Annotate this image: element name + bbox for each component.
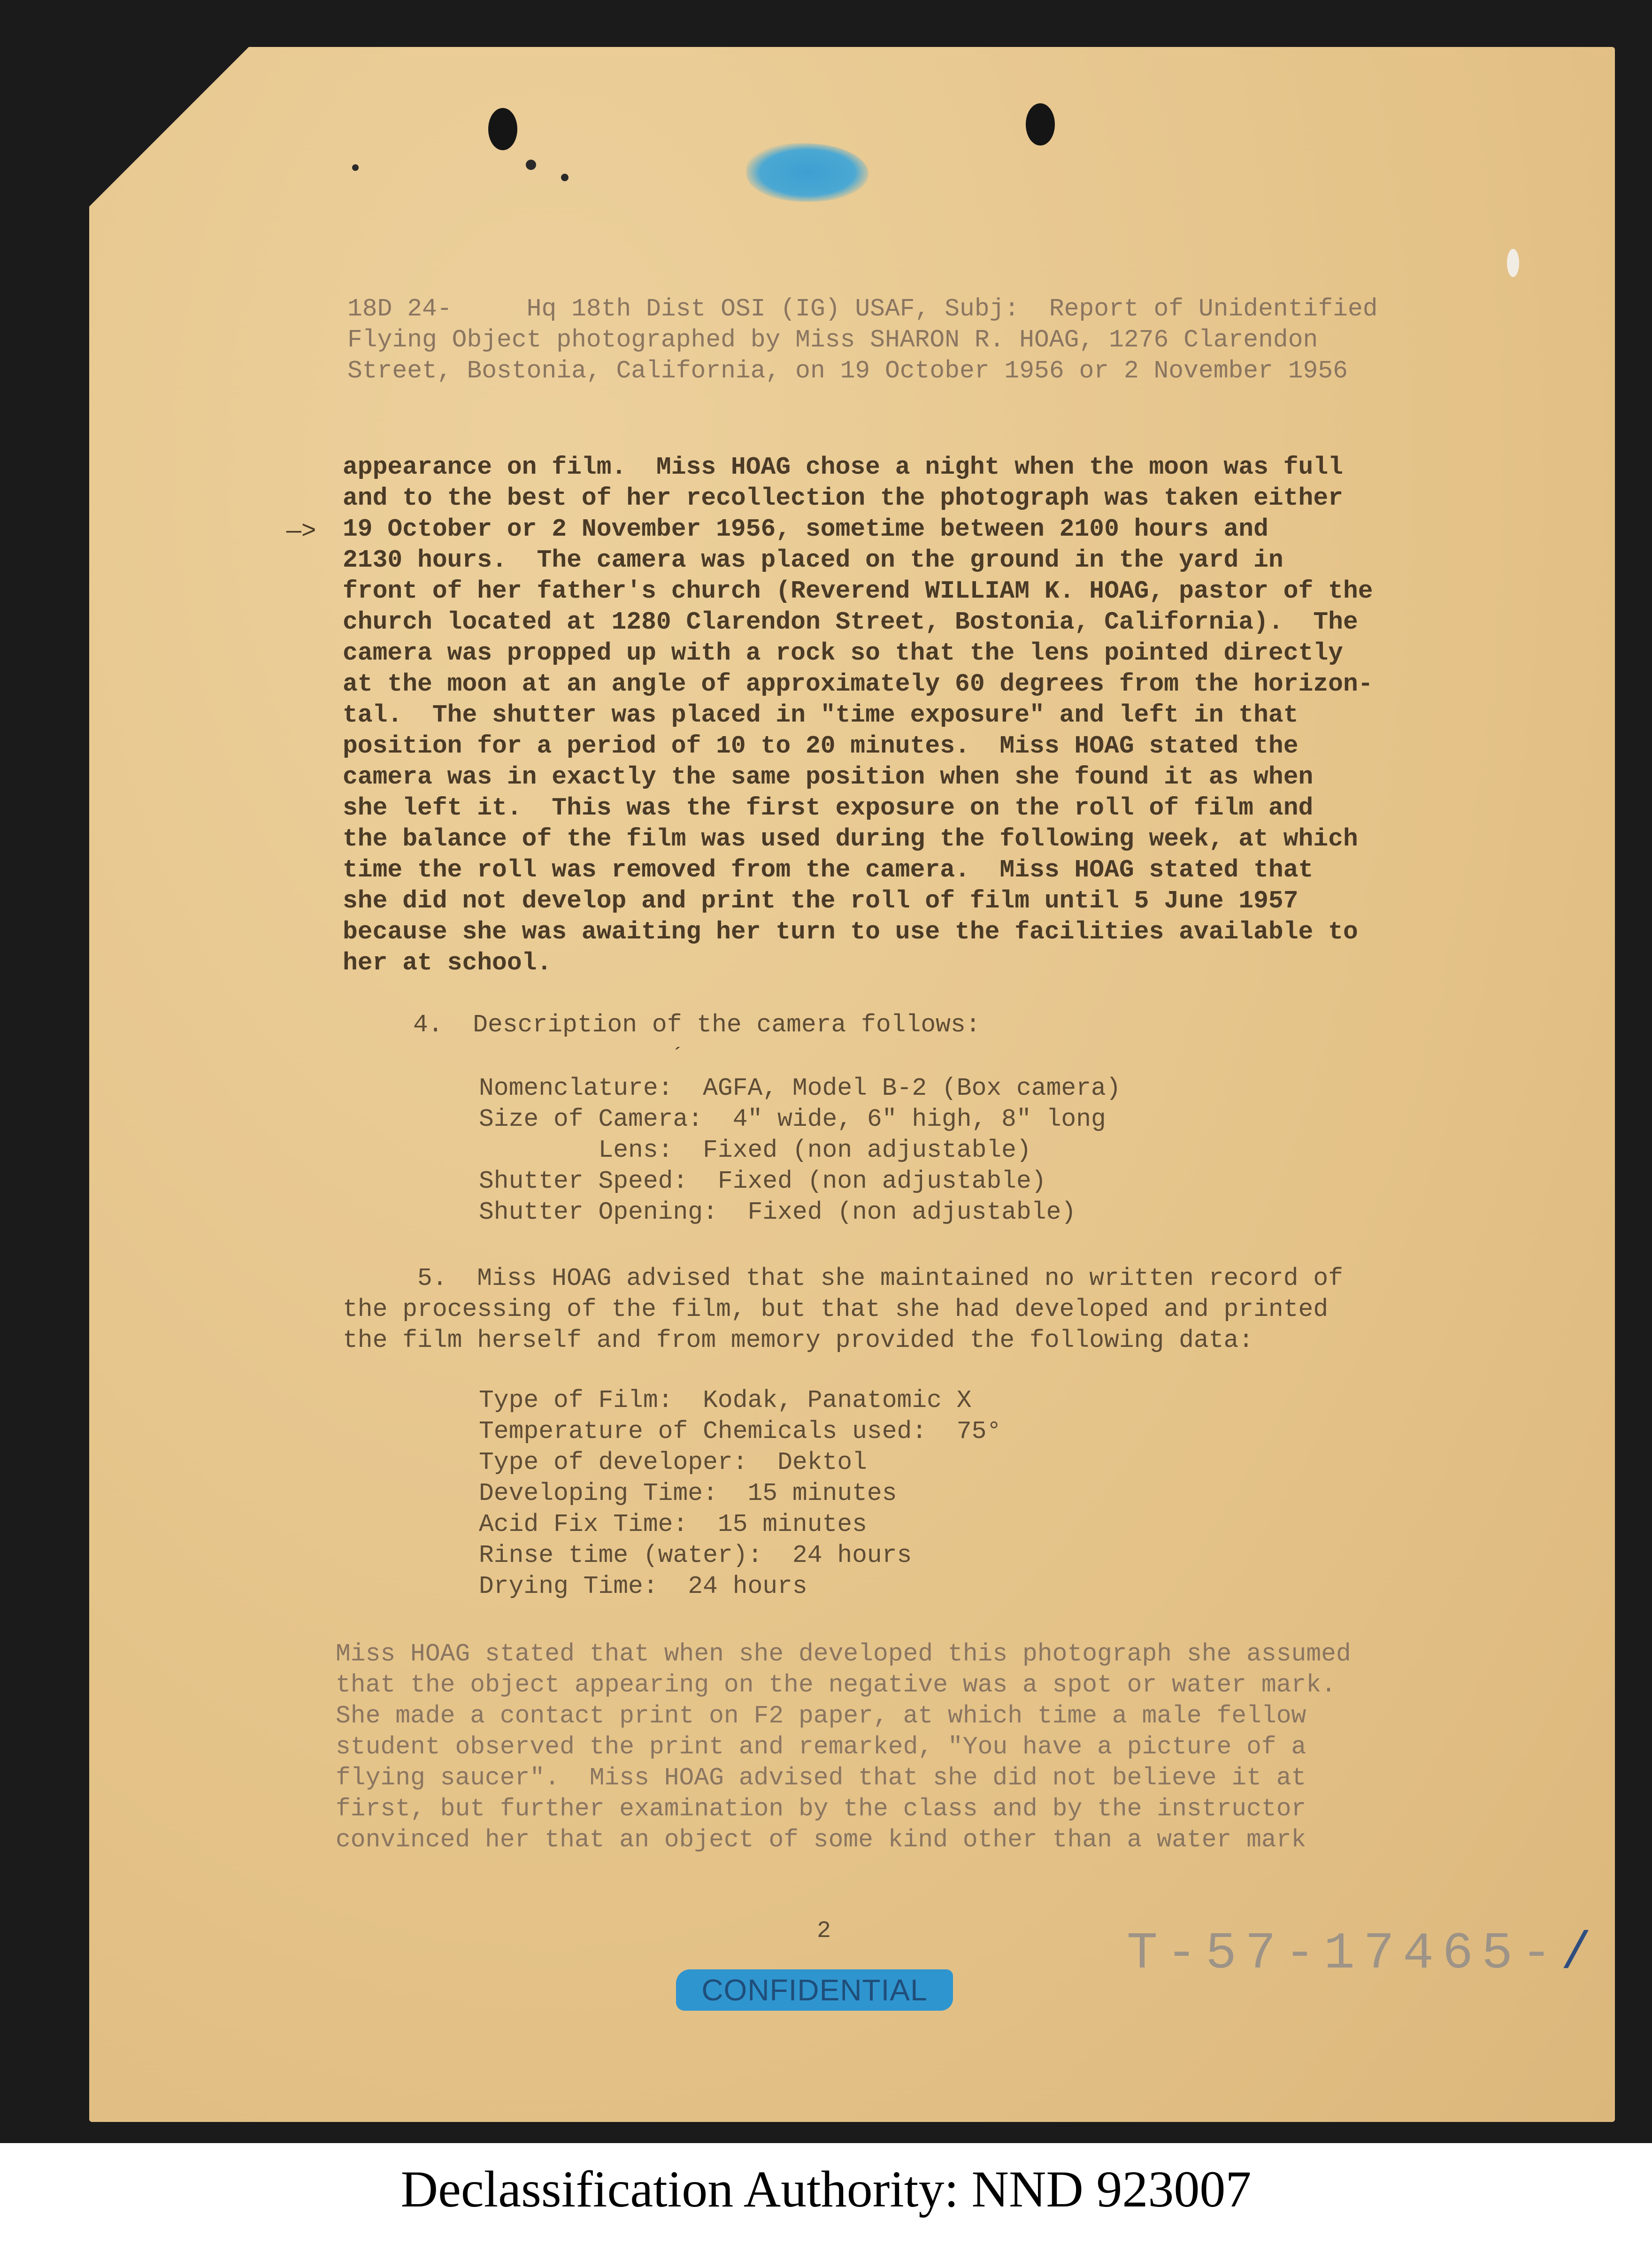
body-line: appearance on film. Miss HOAG chose a night when the moon was full	[343, 453, 1343, 481]
body-line: time the roll was removed from the camera. Miss HOAG stated that	[343, 856, 1314, 884]
film-detail: Drying Time: 24 hours	[479, 1572, 807, 1600]
body-line: 5. Miss HOAG advised that she maintained no written record of	[343, 1264, 1343, 1292]
film-detail: Type of Film: Kodak, Panatomic X	[479, 1386, 972, 1414]
camera-detail: Nomenclature: AGFA, Model B-2 (Box camera)	[479, 1074, 1121, 1102]
file-number	[1127, 1925, 1591, 1983]
body-line: camera was in exactly the same position when she found it as when	[343, 763, 1314, 791]
body-line: because she was awaiting her turn to use the facilities available to	[343, 918, 1358, 946]
body-line: at the moon at an angle of approximately 60 degrees from the horizon-	[343, 670, 1373, 698]
body-line: the processing of the film, but that she had developed and printed	[343, 1295, 1329, 1323]
body-line: 2130 hours. The camera was placed on the ground in the yard in	[343, 546, 1283, 574]
body-line: the balance of the film was used during the following week, at which	[343, 825, 1358, 853]
camera-detail: Lens: Fixed (non adjustable)	[479, 1136, 1031, 1164]
margin-arrow-mark: —>	[286, 517, 316, 546]
film-detail: Rinse time (water): 24 hours	[479, 1541, 912, 1569]
edge-tear	[1507, 249, 1519, 277]
body-line: the film herself and from memory provided the following data:	[343, 1326, 1254, 1354]
punch-hole-right	[1026, 103, 1055, 146]
header-line: Street, Bostonia, California, on 19 October 1956 or 2 November 1956	[347, 357, 1348, 385]
camera-detail: Shutter Speed: Fixed (non adjustable)	[479, 1167, 1046, 1195]
page-number: 2	[817, 1918, 831, 1945]
speck	[561, 174, 569, 181]
body-line: that the object appearing on the negative was a spot or water mark.	[336, 1671, 1336, 1699]
declassification-caption: Declassification Authority: NND 923007	[400, 2160, 1252, 2218]
body-line: camera was propped up with a rock so that the lens pointed directly	[343, 639, 1343, 667]
body-line: tal. The shutter was placed in "time exposure" and left in that	[343, 701, 1299, 729]
file-number-suffix: /	[1560, 1925, 1592, 1983]
tick-mark: ´	[671, 1045, 684, 1068]
body-line: student observed the print and remarked, "You have a picture of a	[336, 1733, 1306, 1761]
camera-detail: Shutter Opening: Fixed (non adjustable)	[479, 1198, 1076, 1226]
camera-detail: Size of Camera: 4" wide, 6" high, 8" long	[479, 1105, 1106, 1133]
header-line: Flying Object photographed by Miss SHARON R. HOAG, 1276 Clarendon	[347, 326, 1318, 354]
film-detail: Developing Time: 15 minutes	[479, 1479, 897, 1507]
header-line: 18D 24- Hq 18th Dist OSI (IG) USAF, Subj: Report of Unidentified	[347, 295, 1378, 323]
speck	[352, 164, 359, 171]
body-line: and to the best of her recollection the photograph was taken either	[343, 484, 1343, 512]
section-heading: 4. Description of the camera follows:	[413, 1011, 981, 1039]
blue-ink-smudge	[746, 143, 868, 202]
file-number-text: T-57-17465-	[1127, 1925, 1561, 1983]
body-line: position for a period of 10 to 20 minutes. Miss HOAG stated the	[343, 732, 1299, 760]
body-line: 19 October or 2 November 1956, sometime between 2100 hours and	[343, 515, 1268, 543]
body-line: convinced her that an object of some kind other than a water mark	[336, 1826, 1306, 1854]
film-detail: Type of developer: Dektol	[479, 1448, 867, 1476]
punch-hole-left	[488, 108, 517, 150]
body-line: her at school.	[343, 949, 552, 977]
film-detail: Acid Fix Time: 15 minutes	[479, 1510, 867, 1538]
body-line: she did not develop and print the roll of film until 5 June 1957	[343, 887, 1299, 915]
confidential-stamp: CONFIDENTIAL	[676, 1969, 953, 2011]
torn-corner	[89, 47, 249, 207]
body-line: She made a contact print on F2 paper, at which time a male fellow	[336, 1702, 1306, 1730]
body-line: flying saucer". Miss HOAG advised that she did not believe it at	[336, 1764, 1306, 1792]
body-line: she left it. This was the first exposure on the roll of film and	[343, 794, 1314, 822]
body-line: first, but further examination by the class and by the instructor	[336, 1795, 1306, 1823]
film-detail: Temperature of Chemicals used: 75°	[479, 1417, 1002, 1445]
body-line: Miss HOAG stated that when she developed this photograph she assumed	[336, 1640, 1351, 1668]
speck	[526, 160, 536, 170]
body-line: front of her father's church (Reverend WILLIAM K. HOAG, pastor of the	[343, 577, 1373, 605]
body-line: church located at 1280 Clarendon Street, Bostonia, California). The	[343, 608, 1358, 636]
